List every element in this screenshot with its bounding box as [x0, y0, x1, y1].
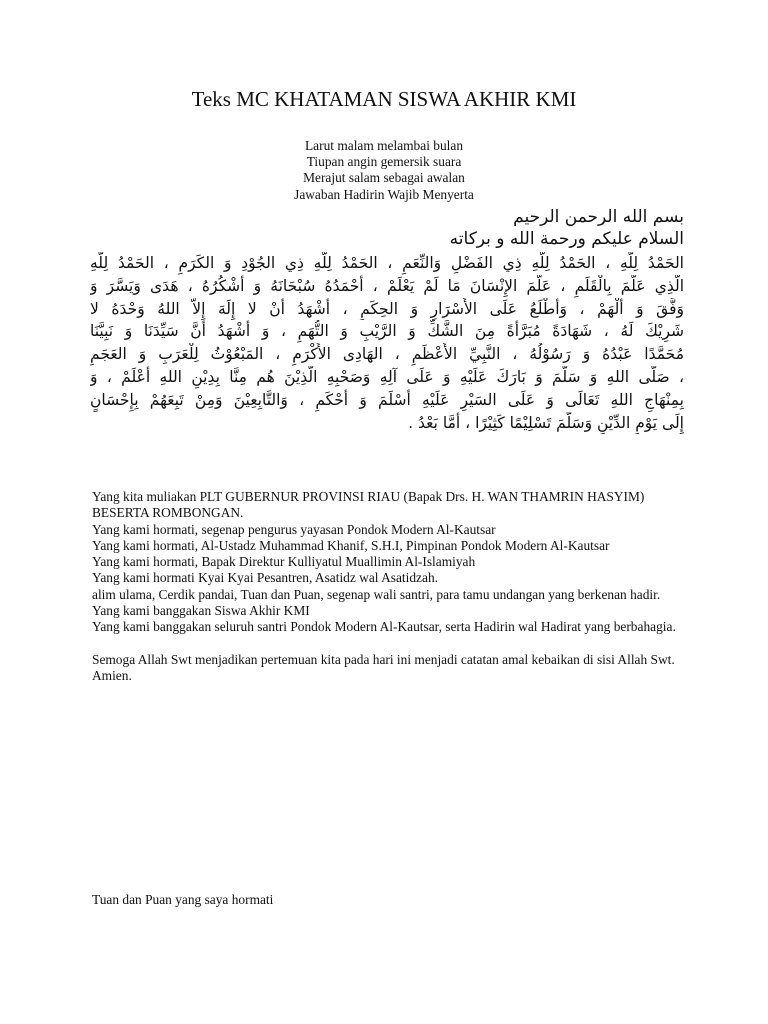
- document-title: Teks MC KHATAMAN SISWA AKHIR KMI: [191, 87, 577, 111]
- greetings-section: [92, 489, 682, 684]
- arabic-line: شَرِيْكَ لَهُ ، شَهَادَةً مُبَرَّأَةً مِنَ الشَّكِّ وَ الرَّيْبِ وَ التُّهَمِ ، وَ أَشْهَدُ أَنَّ سَيِّدَنَا وَ نَبِيَّنَا: [90, 322, 684, 341]
- greeting-line: Yang kita muliakan PLT GUBERNUR PROVINSI RIAU (Bapak Drs. H. WAN THAMRIN HASYIM) BESERTA ROMBONGAN.: [92, 489, 645, 521]
- greeting-line: alim ulama, Cerdik pandai, Tuan dan Puan, segenap wali santri, para tamu undangan yang berkenan hadir.: [92, 586, 661, 602]
- arabic-opening: [90, 206, 684, 434]
- poem-line: Tiupan angin gemersik suara: [306, 154, 462, 170]
- greeting-line: Yang kami hormati, Al-Ustadz Muhammad Khanif, S.H.I, Pimpinan Pondok Modern Al-Kautsar: [92, 537, 610, 553]
- opening-poem: [0, 138, 768, 203]
- arabic-line: الَّذِي عَلَّمَ بِالْقَلَمِ ، عَلَّمَ الإِنْسَانَ مَا لَمْ يَعْلَمْ ، أَحْمَدُهُ سُبْحَانَهُ وَ أَشْكُرُهُ ، هَدَى وَيَسَّرَ وَ: [90, 276, 684, 295]
- arabic-line: مُحَمَّدًا عَبْدُهُ وَ رَسُوْلُهُ ، النَّبِيِّ الأَعْظَمِ ، الهَادِى الأَكْرَمِ ، المَبْعُوْثُ لِلْعَرَبِ وَ العَجَمِ: [90, 345, 684, 364]
- basmalah: بسم الله الرحمن الرحيم: [513, 207, 684, 227]
- greeting-line: Yang kami hormati Kyai Kyai Pesantren, Asatidz wal Asatidzah.: [92, 570, 438, 586]
- greeting-line: Yang kami banggakan seluruh santri Pondok Modern Al-Kautsar, serta Hadirin wal Hadirat yang berbahagia.: [92, 619, 676, 635]
- closing-line: Tuan dan Puan yang saya hormati: [92, 892, 274, 907]
- arabic-line: ، صَلَّى اللهِ وَ سَلَّمَ وَ بَارَكَ عَلَيْهِ وَ عَلَى آلِهِ وَصَحْبِهِ الَّذِيْنَ هُم مِنَّا بِدِيْنِ اللهِ أَعْلَمْ ، وَ: [90, 367, 684, 386]
- greeting-line: Yang kami banggakan Siswa Akhir KMI: [92, 603, 310, 619]
- salam-greeting: السلام عليكم ورحمة الله و بركاته: [449, 229, 684, 249]
- greeting-line: Yang kami hormati, Bapak Direktur Kulliyatul Muallimin Al-Islamiyah: [92, 554, 476, 570]
- poem-line: Jawaban Hadirin Wajib Menyerta: [294, 186, 474, 202]
- arabic-line: بِمِنْهَاجِ اللهِ تَعَالَى وَ عَلَى السَيْرِ عَلَيْهِ أَسْلَمَ وَ أَحْكَمِ ، وَالتَّابِعِيْنَ وَمِنْ تَبِعَهُمْ بِإِحْسَانٍ: [90, 390, 684, 409]
- poem-line: Merajut salam sebagai awalan: [303, 170, 465, 186]
- poem-line: Larut malam melambai bulan: [304, 138, 464, 153]
- greeting-line: Yang kami hormati, segenap pengurus yayasan Pondok Modern Al-Kautsar: [92, 521, 496, 537]
- arabic-line: وَفَّقَ وَ أَلْهَمْ ، وَأَطْلَعُ عَلَى الأَسْرَارِ وَ الحِكَمِ ، أَشْهَدُ أَنْ لا إِلَهَ إِلاَّ اللهُ وَحْدَهُ لا: [90, 299, 684, 318]
- prayer-paragraph: Semoga Allah Swt menjadikan pertemuan kita pada hari ini menjadi catatan amal kebaikan di sisi Allah Swt. Amien.: [92, 651, 675, 683]
- paragraph-gap: [92, 636, 682, 652]
- arabic-khutbah: [90, 252, 684, 434]
- arabic-line: إِلَى يَوْمِ الدِّيْنِ وَسَلَّمَ تَسْلِيْمًا كَثِيْرًا ، أَمَّا بَعْدُ .: [408, 413, 684, 432]
- arabic-line: الحَمْدُ لِلّهِ ، الحَمْدُ لِلّهِ ذِي الفَضْلِ وَالنِّعَمِ ، الحَمْدُ لِلّهِ ذِي الجُوْدِ وَ الكَرَمِ ، الحَمْدُ لِلّهِ: [90, 254, 684, 272]
